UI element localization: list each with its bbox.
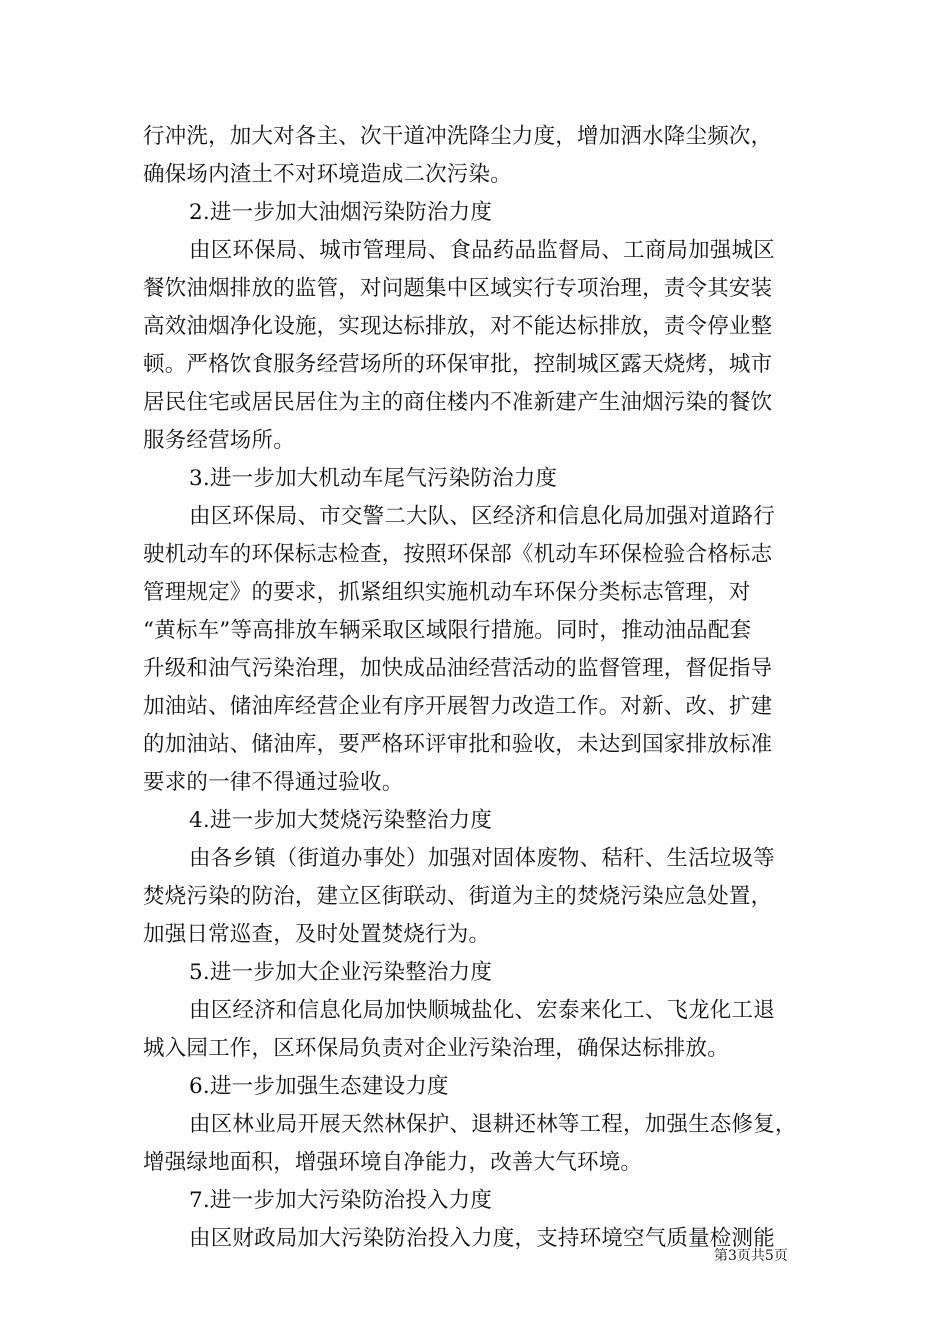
paragraph-line: 要求的一律不得通过验收。 — [143, 770, 404, 795]
paragraph-line: 加强日常巡查，及时处置焚烧行为。 — [143, 922, 491, 947]
paragraph-line: 确保场内渣土不对环境造成二次污染。 — [143, 162, 512, 187]
section-heading: 5.进一步加大企业污染整治力度 — [189, 960, 493, 985]
section-heading: 7.进一步加大污染防治投入力度 — [189, 1188, 493, 1213]
paragraph-line: 焚烧污染的防治，建立区街联动、街道为主的焚烧污染应急处置， — [143, 884, 773, 909]
page-number-footer: 第3页共5页 — [714, 1248, 788, 1264]
paragraph-line: 居民住宅或居民居住为主的商住楼内不准新建产生油烟污染的餐饮 — [143, 390, 773, 415]
document-body — [143, 118, 823, 1258]
paragraph-line: 驶机动车的环保标志检查，按照环保部《机动车环保检验合格标志 — [143, 542, 773, 567]
paragraph-line: 的加油站、储油库，要严格环评审批和验收，未达到国家排放标准 — [143, 732, 773, 757]
paragraph-first-line: 由区林业局开展天然林保护、退耕还林等工程，加强生态修复， — [189, 1112, 797, 1137]
paragraph-line: 增强绿地面积，增强环境自净能力，改善大气环境。 — [143, 1150, 643, 1175]
paragraph-line: 加油站、储油库经营企业有序开展智力改造工作。对新、改、扩建 — [143, 694, 773, 719]
section-heading: 2.进一步加大油烟污染防治力度 — [189, 200, 493, 225]
paragraph-line: 管理规定》的要求，抓紧组织实施机动车环保分类标志管理，对 — [143, 580, 751, 605]
paragraph-line: 餐饮油烟排放的监管，对问题集中区域实行专项治理，责令其安装 — [143, 276, 773, 301]
paragraph-line: 高效油烟净化设施，实现达标排放，对不能达标排放，责令停业整 — [143, 314, 773, 339]
paragraph-line: 行冲洗，加大对各主、次干道冲洗降尘力度，增加洒水降尘频次， — [143, 124, 773, 149]
paragraph-first-line: 由各乡镇（街道办事处）加强对固体废物、秸秆、生活垃圾等 — [189, 846, 775, 871]
paragraph-first-line: 由区财政局加大污染防治投入力度，支持环境空气质量检测能 — [189, 1226, 775, 1251]
paragraph-first-line: 由区经济和信息化局加快顺城盐化、宏泰来化工、飞龙化工退 — [189, 998, 775, 1023]
paragraph-first-line: 由区环保局、市交警二大队、区经济和信息化局加强对道路行 — [189, 504, 775, 529]
paragraph-line: “黄标车”等高排放车辆采取区域限行措施。同时，推动油品配套 — [143, 618, 752, 643]
paragraph-line: 城入园工作，区环保局负责对企业污染治理，确保达标排放。 — [143, 1036, 729, 1061]
section-heading: 6.进一步加强生态建设力度 — [189, 1074, 449, 1099]
paragraph-first-line: 由区环保局、城市管理局、食品药品监督局、工商局加强城区 — [189, 238, 775, 263]
paragraph-line: 升级和油气污染治理，加快成品油经营活动的监督管理，督促指导 — [143, 656, 773, 681]
paragraph-line: 服务经营场所。 — [143, 428, 295, 453]
section-heading: 4.进一步加大焚烧污染整治力度 — [189, 808, 493, 833]
section-heading: 3.进一步加大机动车尾气污染防治力度 — [189, 466, 558, 491]
paragraph-line: 顿。严格饮食服务经营场所的环保审批，控制城区露天烧烤，城市 — [143, 352, 773, 377]
